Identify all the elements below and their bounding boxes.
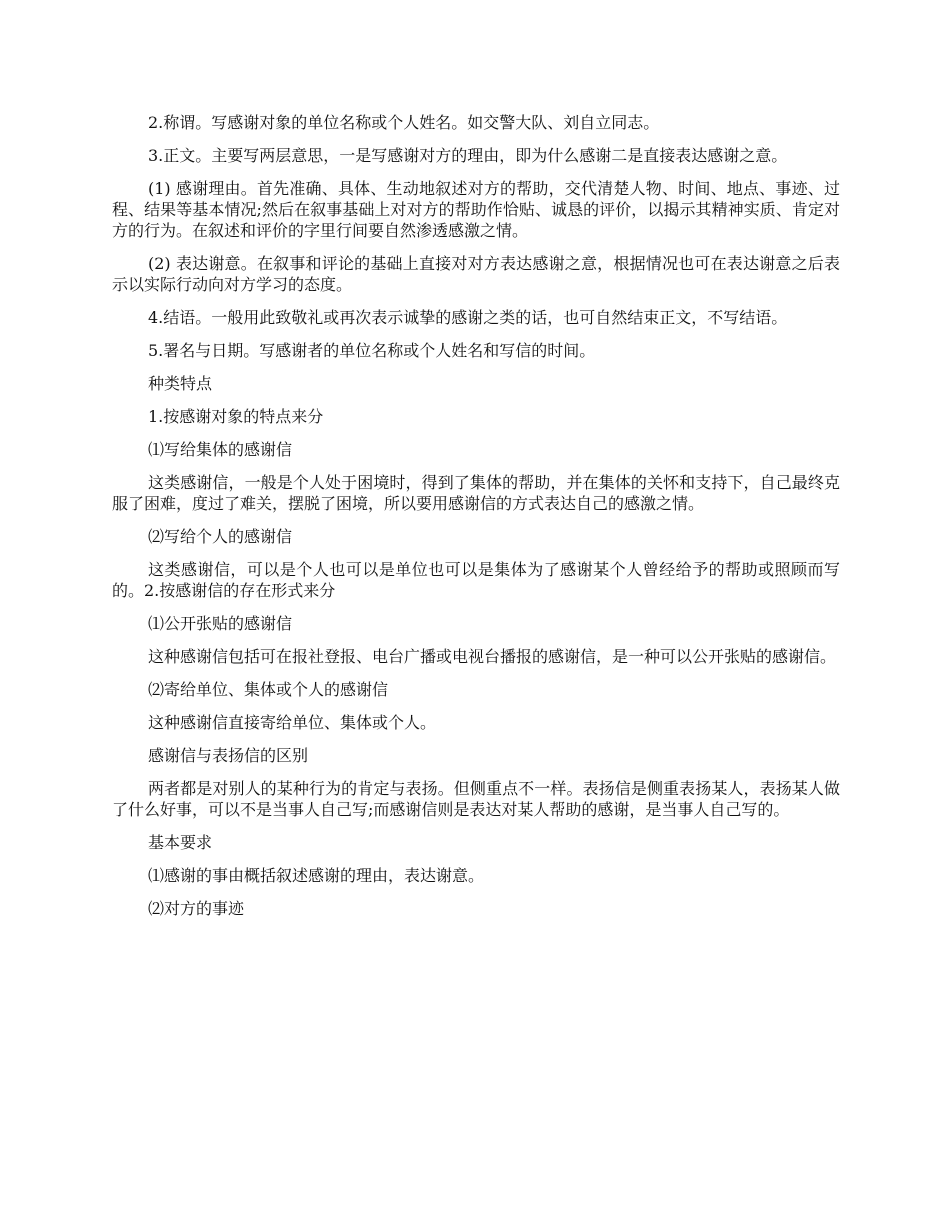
item-requirement-2: ⑵对方的事迹 xyxy=(148,899,245,918)
heading-requirements: 基本要求 xyxy=(148,833,213,852)
paragraph-salutation: 2.称谓。写感谢对象的单位名称或个人姓名。如交警大队、刘自立同志。 xyxy=(148,113,660,132)
item-to-individual: ⑵写给个人的感谢信 xyxy=(148,527,293,546)
heading-types: 种类特点 xyxy=(148,374,213,393)
paragraph-public-posting: 这种感谢信包括可在报社登报、电台广播或电视台播报的感谢信，是一种可以公开张贴的感谢信。 xyxy=(148,647,837,666)
paragraph-mailed: 这种感谢信直接寄给单位、集体或个人。 xyxy=(148,713,437,732)
paragraph-to-individual: 这类感谢信，可以是个人也可以是单位也可以是集体为了感谢某个人曾经给予的帮助或照顾而写的。2.按感谢信的存在形式来分 xyxy=(112,560,840,600)
item-requirement-1: ⑴感谢的事由概括叙述感谢的理由，表达谢意。 xyxy=(148,866,485,885)
paragraph-body-intro: 3.正文。主要写两层意思，一是写感谢对方的理由，即为什么感谢二是直接表达感谢之意。 xyxy=(148,146,788,165)
paragraph-closing: 4.结语。一般用此致敬礼或再次表示诚挚的感谢之类的话，也可自然结束正文，不写结语。 xyxy=(148,308,788,327)
paragraph-difference: 两者都是对别人的某种行为的肯定与表扬。但侧重点不一样。表扬信是侧重表扬某人，表扬某人做了什么好事，可以不是当事人自己写;而感谢信则是表达对某人帮助的感谢，是当事人自己写的。 xyxy=(112,779,840,819)
item-mailed: ⑵寄给单位、集体或个人的感谢信 xyxy=(148,680,389,699)
heading-difference: 感谢信与表扬信的区别 xyxy=(148,746,309,765)
paragraph-signature-date: 5.署名与日期。写感谢者的单位名称或个人姓名和写信的时间。 xyxy=(148,341,596,360)
item-public-posting: ⑴公开张贴的感谢信 xyxy=(148,614,293,633)
subheading-by-recipient: 1.按感谢对象的特点来分 xyxy=(148,407,324,426)
paragraph-express-thanks: (2) 表达谢意。在叙事和评论的基础上直接对对方表达感谢之意，根据情况也可在表达谢意之后表示以实际行动向对方学习的态度。 xyxy=(112,254,840,294)
item-to-collective: ⑴写给集体的感谢信 xyxy=(148,440,293,459)
paragraph-thanks-reason: (1) 感谢理由。首先准确、具体、生动地叙述对方的帮助，交代清楚人物、时间、地点、事迹、过程、结果等基本情况;然后在叙事基础上对对方的帮助作恰贴、诚恳的评价，以揭示其精神实质、肯定对方的行为。在叙述和评价的字里行间要自然渗透感激之情。 xyxy=(112,179,840,240)
paragraph-to-collective: 这类感谢信，一般是个人处于困境时，得到了集体的帮助，并在集体的关怀和支持下，自己最终克服了困难，度过了难关，摆脱了困境，所以要用感谢信的方式表达自己的感激之情。 xyxy=(112,473,840,513)
document-body xyxy=(112,112,840,931)
